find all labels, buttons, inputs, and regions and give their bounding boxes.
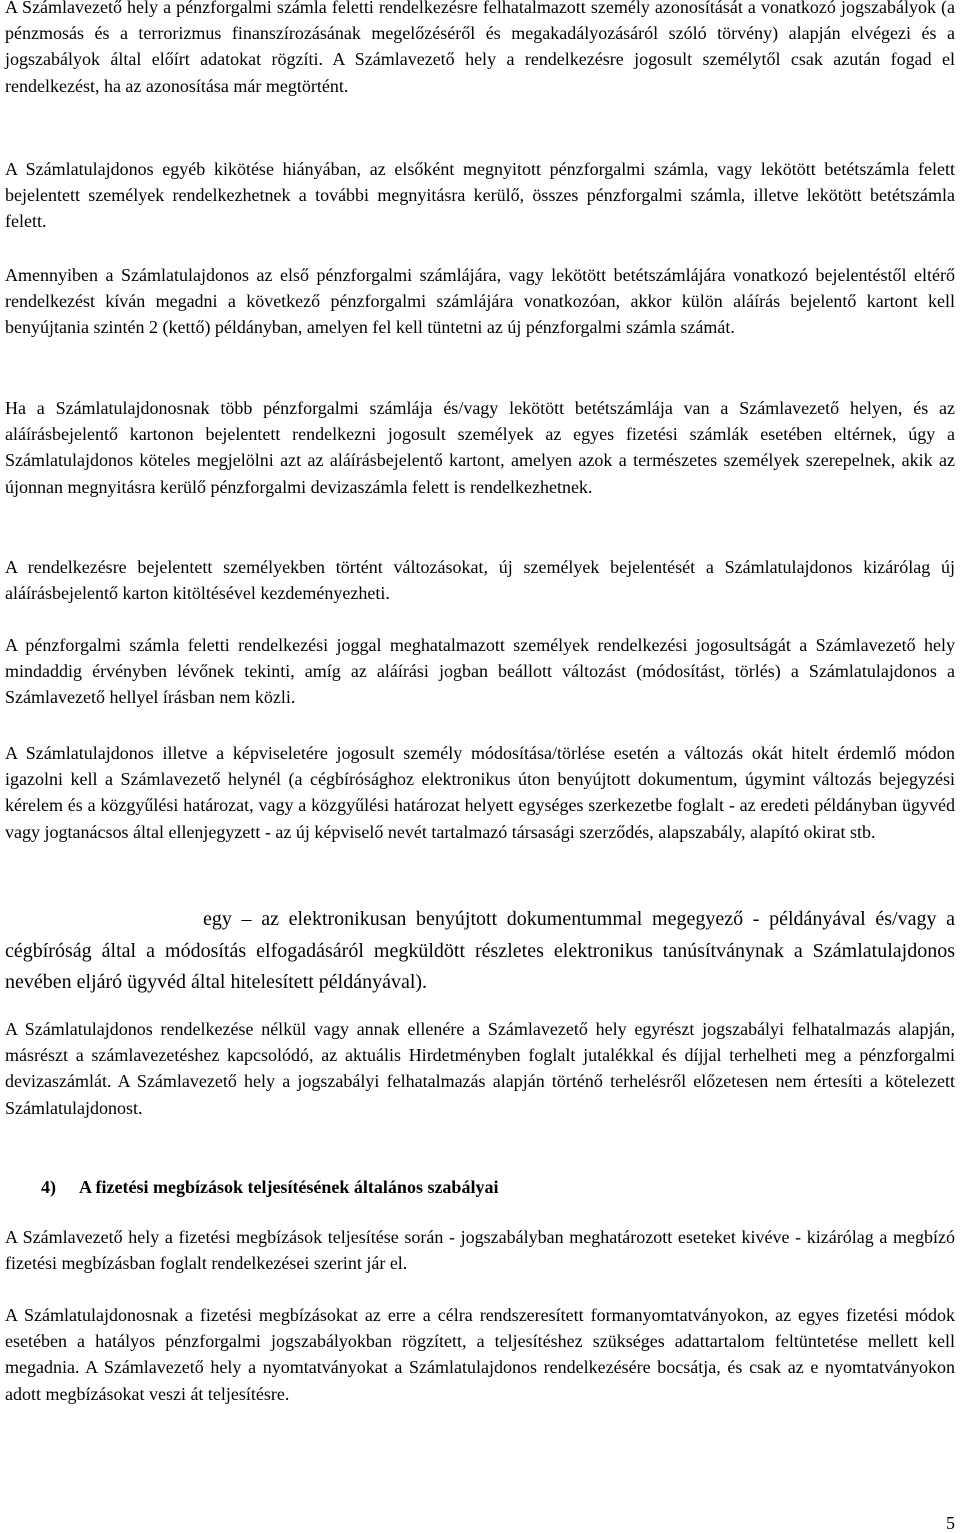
paragraph-modification-proof: A Számlatulajdonos illetve a képviseletére jogosult személy módosítása/törlése esetén a változás okát hitelt érdemlő módon igazolni kell a Számlavezető helynél (a cégbírósághoz elektronikus úton benyújtott dokumentum, úgymint változás bejegyzési kérelem és a közgyűlési határozat, vagy a közgyűlési határozat helyett egységes szerkezetbe foglalt - az eredeti példányban ügyvéd vagy jogtanácsos által ellenjegyzett - az új képviselő nevét tartalmazó társasági szerződés, alapszabály, alapító okirat stb. (5, 743, 955, 842)
paragraph-execution-of-orders: A Számlavezető hely a fizetési megbízások teljesítése során - jogszabályban meghatározott eseteket kivéve - kizárólag a megbízó fizetési megbízásban foglalt rendelkezései szerint jár el. (5, 1227, 955, 1274)
paragraph-changes-in-persons: A rendelkezésre bejelentett személyekben történt változásokat, új személyek bejelentését a Számlatulajdonos kizárólag új aláírásbejelentő karton kitöltésével kezdeményezheti. (5, 557, 955, 604)
section-title: A fizetési megbízások teljesítésének általános szabályai (79, 1177, 499, 1197)
paragraph-identification: A Számlavezető hely a pénzforgalmi számla feletti rendelkezésre felhatalmazott személy azonosítását a vonatkozó jogszabályok (a pénzmosás és a terrorizmus finanszírozásának megelőzéséről és megakadályozásáról szóló törvény) alapján elvégezi és a jogszabályok által előírt adatokat rögzíti. A Számlavezető hely a rendelkezésre jogosult személytől csak azután fogad el rendelkezést, ha az azonosítása már megtörtént. (5, 0, 955, 96)
paragraph-different-authorization: Amennyiben a Számlatulajdonos az első pénzforgalmi számlájára, vagy lekötött betétszámlájára vonatkozó bejelentéstől eltérő rendelkezést kíván megadni a következő pénzforgalmi számlájára vonatkozóan, akkor külön aláírás bejelentő kartont kell benyújtania szintén 2 (kettő) példányban, amelyen fel kell tüntetni az új pénzforgalmi számla számát. (5, 265, 955, 338)
page-number: 5 (946, 1513, 955, 1533)
paragraph-fees-charging: A Számlatulajdonos rendelkezése nélkül vagy annak ellenére a Számlavezető hely egyrészt jogszabályi felhatalmazás alapján, másrészt a számlavezetéshez kapcsolódó, az aktuális Hirdetményben foglalt jutalékkal és díjjal terhelheti meg a pénzforgalmi devizaszámlát. A Számlavezető hely a jogszabályi felhatalmazás alapján történő terhelésről előzetesen nem értesíti a kötelezett Számlatulajdonost. (5, 1019, 955, 1118)
paragraph-default-authorization: A Számlatulajdonos egyéb kikötése hiányában, az elsőként megnyitott pénzforgalmi számla, vagy lekötött betétszámla felett bejelentett személyek rendelkezhetnek a további megnyitásra kerülő, összes pénzforgalmi számla, illetve lekötött betétszámla felett. (5, 159, 955, 232)
paragraph-validity-of-rights: A pénzforgalmi számla feletti rendelkezési joggal meghatalmazott személyek rendelkezési jogosultságát a Számlavezető hely mindaddig érvényben lévőnek tekinti, amíg az aláírási jogban beállott változást (módosítást, törlés) a Számlatulajdonos a Számlavezető hellyel írásban nem közli. (5, 635, 955, 708)
section-number: 4) (41, 1177, 56, 1197)
section-heading (41, 1174, 498, 1200)
paragraph-order-forms: A Számlatulajdonosnak a fizetési megbízásokat az erre a célra rendszeresített formanyomtatványokon, az egyes fizetési módok esetében a hatályos pénzforgalmi jogszabályokban rögzített, a teljesítéshez szükséges adattartalom feltüntetése mellett kell megadnia. A Számlavezető hely a nyomtatványokat a Számlatulajdonos rendelkezésére bocsátja, és csak az e nyomtatványokon adott megbízásokat veszi át teljesítésre. (5, 1305, 955, 1404)
paragraph-modification-proof-continued: egy – az elektronikusan benyújtott dokumentummal megegyező - példányával és/vagy a cégbíróság által a módosítás elfogadásáról megküldött részletes elektronikus tanúsítványnak a Számlatulajdonos nevében eljáró ügyvéd által hitelesített példányával). (5, 908, 955, 993)
paragraph-multiple-accounts: Ha a Számlatulajdonosnak több pénzforgalmi számlája és/vagy lekötött betétszámlája van a Számlavezető helyen, és az aláírásbejelentő kartonon bejelentett rendelkezni jogosult személyek az egyes fizetési számlák esetében eltérnek, úgy a Számlatulajdonos köteles megjelölni azt az aláírásbejelentő kartont, amelyen azok a természetes személyek szerepelnek, akik az újonnan megnyitásra kerülő pénzforgalmi devizaszámla felett is rendelkezhetnek. (5, 398, 955, 497)
